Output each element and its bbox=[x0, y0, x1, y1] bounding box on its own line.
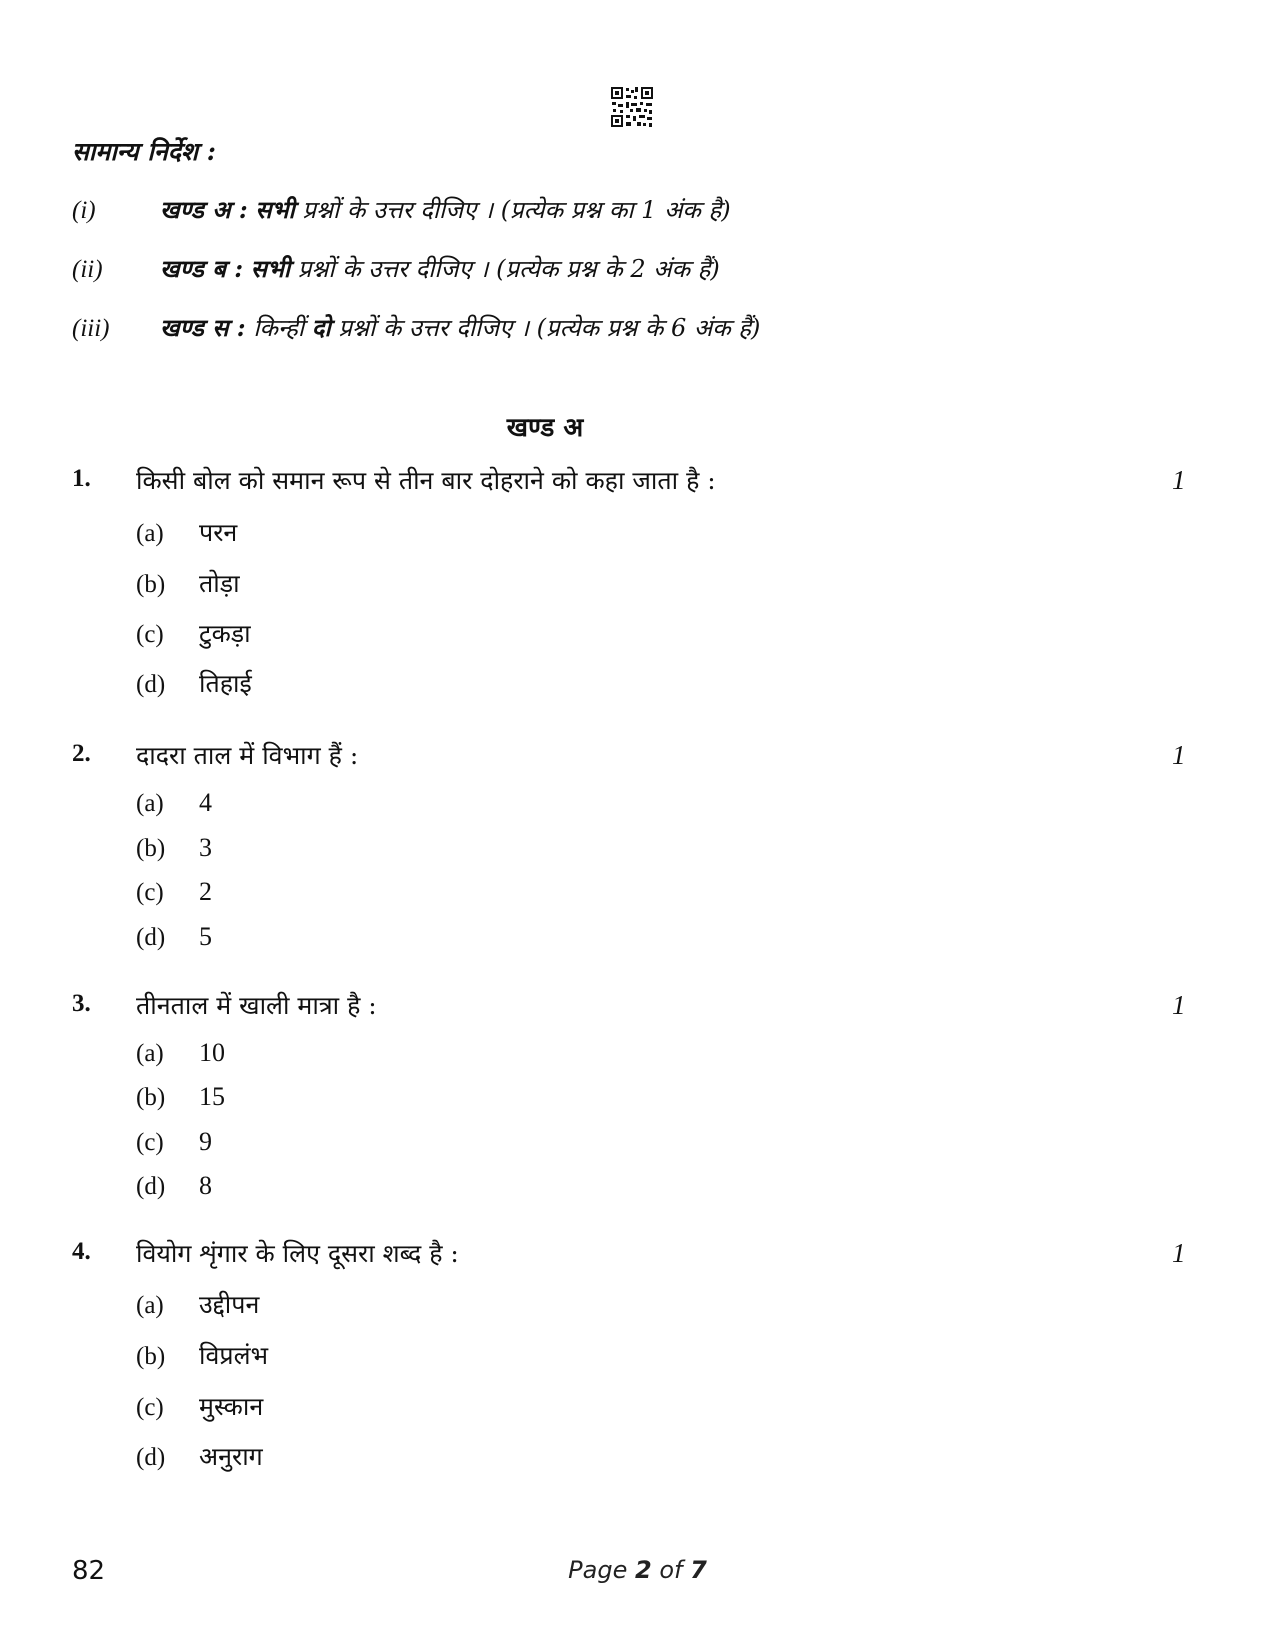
option-label: (c) bbox=[136, 1394, 164, 1421]
option-text: 15 bbox=[199, 1082, 225, 1111]
option-text: अनुराग bbox=[199, 1442, 263, 1471]
option-text: 10 bbox=[199, 1038, 225, 1067]
option-text: 8 bbox=[199, 1171, 212, 1200]
option-text: तिहाई bbox=[199, 669, 252, 698]
instructions-heading: सामान्य निर्देश : bbox=[72, 137, 216, 166]
option-label: (b) bbox=[136, 1343, 166, 1370]
question-number: 4. bbox=[72, 1238, 91, 1265]
page-word: Page bbox=[568, 1556, 628, 1584]
option-label: (a) bbox=[136, 520, 164, 547]
option-item bbox=[136, 1082, 225, 1112]
instruction-roman: (i) bbox=[72, 197, 96, 224]
page-indicator bbox=[0, 1556, 1275, 1584]
instruction-bold-word: दो bbox=[311, 313, 331, 342]
option-item bbox=[136, 922, 212, 952]
instruction-roman: (ii) bbox=[72, 256, 103, 283]
option-item bbox=[136, 877, 212, 907]
question-number: 3. bbox=[72, 990, 91, 1017]
option-label: (c) bbox=[136, 1129, 164, 1156]
instruction-text: प्रश्नों के उत्तर दीजिए । (प्रत्येक प्रश्न के 6 अंक हैं) bbox=[338, 314, 761, 342]
option-item bbox=[136, 1127, 212, 1157]
option-text: 2 bbox=[199, 877, 212, 906]
question-text: वियोग शृंगार के लिए दूसरा शब्द है : bbox=[136, 1239, 459, 1268]
question-text: तीनताल में खाली मात्रा है : bbox=[136, 991, 377, 1020]
question-marks: 1 bbox=[1172, 990, 1186, 1020]
option-text: 5 bbox=[199, 922, 212, 951]
option-label: (a) bbox=[136, 1040, 164, 1067]
question-text: किसी बोल को समान रूप से तीन बार दोहराने को कहा जाता है : bbox=[136, 466, 716, 495]
option-label: (c) bbox=[136, 621, 164, 648]
instruction-text: प्रश्नों के उत्तर दीजिए । (प्रत्येक प्रश्न के 2 अंक हैं) bbox=[297, 255, 720, 283]
instruction-roman: (iii) bbox=[72, 315, 110, 342]
option-item bbox=[136, 1338, 268, 1372]
instruction-item bbox=[72, 193, 731, 226]
option-item bbox=[136, 666, 252, 700]
instruction-item bbox=[72, 311, 760, 344]
question-number: 1. bbox=[72, 465, 91, 492]
option-text: टुकड़ा bbox=[199, 619, 251, 648]
option-text: 9 bbox=[199, 1127, 212, 1156]
option-item bbox=[136, 1389, 263, 1423]
option-label: (d) bbox=[136, 924, 166, 951]
option-label: (d) bbox=[136, 1444, 166, 1471]
qr-code-icon bbox=[610, 86, 654, 128]
instruction-section: खण्ड ब : bbox=[160, 254, 244, 283]
instruction-section: खण्ड स : bbox=[160, 313, 246, 342]
section-title: खण्ड अ bbox=[506, 413, 584, 443]
instruction-pre: किन्हीं bbox=[253, 314, 305, 342]
option-text: 4 bbox=[199, 788, 212, 817]
option-label: (d) bbox=[136, 671, 166, 698]
instruction-text: प्रश्नों के उत्तर दीजिए । (प्रत्येक प्रश्न का 1 अंक है) bbox=[302, 196, 731, 224]
option-item bbox=[136, 566, 240, 600]
option-label: (b) bbox=[136, 1084, 166, 1111]
option-item bbox=[136, 515, 237, 549]
instruction-bold-word: सभी bbox=[255, 195, 295, 224]
option-item bbox=[136, 833, 212, 863]
option-label: (d) bbox=[136, 1173, 166, 1200]
option-item bbox=[136, 1439, 263, 1473]
question-number: 2. bbox=[72, 740, 91, 767]
instruction-bold-word: सभी bbox=[250, 254, 291, 283]
option-item bbox=[136, 1287, 259, 1321]
option-text: उद्दीपन bbox=[199, 1290, 260, 1319]
page-current: 2 bbox=[635, 1556, 652, 1584]
option-label: (b) bbox=[136, 571, 166, 598]
option-label: (b) bbox=[136, 835, 166, 862]
question-marks: 1 bbox=[1172, 465, 1186, 495]
option-item bbox=[136, 1171, 212, 1201]
instruction-item bbox=[72, 252, 720, 285]
option-text: विप्रलंभ bbox=[199, 1341, 269, 1370]
option-item bbox=[136, 1038, 225, 1068]
option-label: (a) bbox=[136, 790, 164, 817]
page-of: of bbox=[659, 1556, 683, 1584]
option-text: मुस्कान bbox=[199, 1392, 264, 1421]
option-text: परन bbox=[199, 518, 238, 547]
question-text: दादरा ताल में विभाग हैं : bbox=[136, 741, 359, 770]
option-text: 3 bbox=[199, 833, 212, 862]
paper-code: 82 bbox=[72, 1556, 106, 1586]
instruction-section: खण्ड अ : bbox=[160, 195, 248, 224]
option-text: तोड़ा bbox=[199, 569, 240, 598]
question-marks: 1 bbox=[1172, 1238, 1186, 1268]
page-total: 7 bbox=[690, 1556, 707, 1584]
question-marks: 1 bbox=[1172, 740, 1186, 770]
option-label: (a) bbox=[136, 1292, 164, 1319]
option-item bbox=[136, 616, 251, 650]
option-item bbox=[136, 788, 212, 818]
option-label: (c) bbox=[136, 879, 164, 906]
